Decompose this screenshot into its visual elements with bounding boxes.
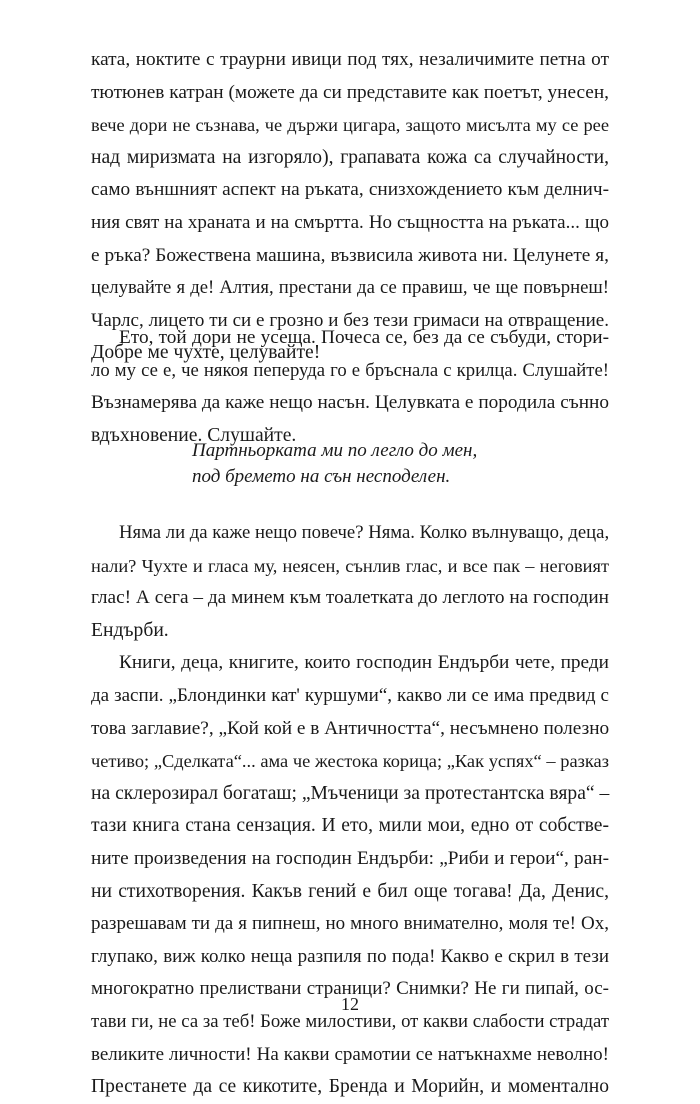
text-line: четиво; „Сделката“... ама че жестока корица; „Как успях“ – разказ	[91, 751, 609, 772]
text-line: Добре ме чухте, целувайте!	[91, 342, 321, 364]
text-line: Книги, деца, книгите, които господин Ендърби чете, преди	[119, 652, 609, 674]
text-line: вече дори не съзнава, че държи цигара, защото мисълта му се рее	[91, 115, 609, 136]
text-line: вдъхновение. Слушайте.	[91, 424, 297, 446]
text-line: нали? Чухте и гласа му, неясен, сънлив глас, и все пак – неговият	[91, 555, 609, 576]
text-line: глупако, виж колко неща разпиля по пода! Какво е скрил в тези	[91, 945, 609, 967]
text-line: това заглавие?, „Кой кой е в Античността“, несъмнено полезно	[91, 717, 610, 739]
verse-line: Партньорката ми по легло до мен,	[192, 440, 478, 461]
text-line: Чарлс, лицето ти си е грозно и без тези гримаси на отвращение.	[91, 309, 609, 331]
text-line: ката, ноктите с траурни ивици под тях, незаличимите петна от	[91, 49, 609, 70]
text-line: ните произведения на господин Ендърби: „Риби и герои“, ран-	[91, 847, 609, 869]
text-line: ния свят на храната и на смъртта. Но същността на ръката... що	[91, 211, 609, 233]
text-line: тави ги, не са за теб! Боже милостиви, от какви слабости страдат	[91, 1010, 609, 1032]
text-line: великите личности! На какви срамотии се натъкнахме неволно!	[91, 1043, 609, 1065]
text-line: над миризмата на изгоряло), грапавата кожа са случайности,	[91, 146, 609, 168]
text-line: глас! А сега – да минем към тоалетката до леглото на господин	[91, 587, 609, 609]
text-line: на склерозирал богаташ; „Мъченици за протестантска вяра“ –	[91, 782, 610, 804]
text-line: да заспи. „Блондинки кат' куршуми“, какво ли се има предвид с	[91, 684, 609, 706]
text-line: е ръка? Божествена машина, възвисила живота ни. Целунете я,	[91, 244, 609, 266]
text-line: тази книга стана сензация. И ето, мили мои, едно от собстве-	[91, 815, 609, 837]
text-line: само външният аспект на ръката, снизхождението към делнич-	[91, 179, 609, 201]
text-line: разрешавам ти да я пипнеш, но много внимателно, моля те! Ох,	[91, 913, 609, 935]
paragraph-2	[91, 322, 609, 452]
page-number: 12	[341, 994, 359, 1014]
text-line: Възнамерява да каже нещо насън. Целувката е породила сънно	[91, 392, 609, 414]
text-line: целувайте я де! Алтия, престани да се правиш, че ще повърнеш!	[91, 277, 609, 299]
text-line: ло му се е, че някоя пеперуда го е бръснала с крилца. Слушайте!	[91, 359, 609, 381]
verse-quote	[192, 438, 477, 490]
text-line: Ендърби.	[91, 619, 169, 641]
paragraph-3	[91, 517, 609, 1104]
text-line: Ето, той дори не усеща. Почеса се, без да се събуди, стори-	[119, 327, 609, 348]
text-line: Няма ли да каже нещо повече? Няма. Колко вълнуващо, деца,	[119, 522, 610, 543]
text-line: Престанете да се кикотите, Бренда и Морийн, и моментално	[91, 1076, 609, 1098]
text-line: тютюнев катран (можете да си представите как поетът, унесен,	[91, 81, 609, 103]
text-line: многократно прелиствани страници? Снимки? Не ги пипай, ос-	[91, 978, 609, 1000]
verse-line: под бремето на сън несподелен.	[192, 466, 451, 487]
text-line: ни стихотворения. Какъв гений е бил още тогава! Да, Денис,	[91, 880, 609, 902]
